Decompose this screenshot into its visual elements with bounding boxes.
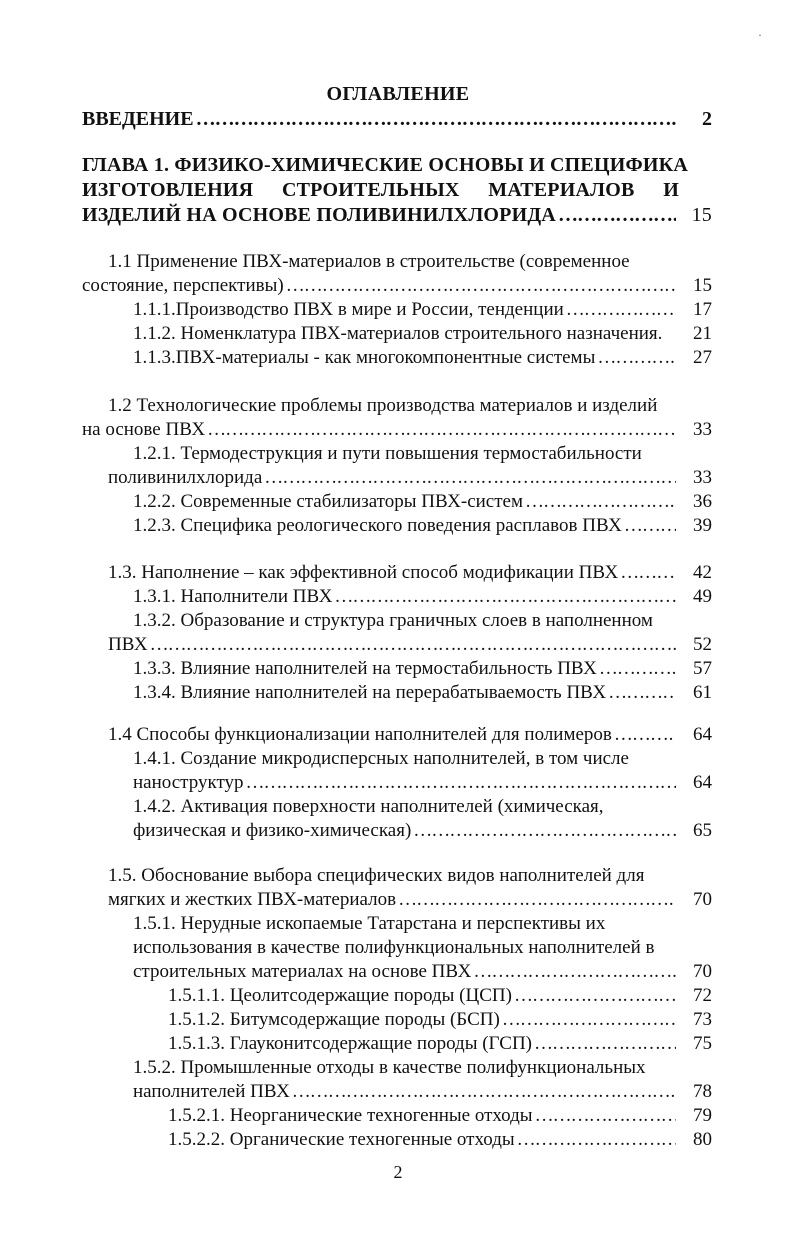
toc-page-number: 39 xyxy=(693,515,712,536)
toc-label: состояние, перспективы) xyxy=(82,275,284,296)
toc-page-number: 61 xyxy=(693,682,712,703)
toc-leader xyxy=(196,107,676,131)
toc-entry-1-4-2-line-1: 1.4.2. Активация поверхности наполнителей (химическая, xyxy=(133,796,604,817)
toc-label: 1.3.1. Наполнители ПВХ xyxy=(133,586,333,607)
toc-entry-1-4-1-line-1: 1.4.1. Создание микродисперсных наполнителей, в том числе xyxy=(133,748,629,769)
toc-label: ВВЕДЕНИЕ xyxy=(82,108,194,130)
toc-entry-1-1 xyxy=(82,274,712,298)
toc-label: 1.5.1.2. Битумсодержащие породы (БСП) xyxy=(168,1009,500,1030)
toc-label: поливинилхлорида xyxy=(108,467,263,488)
toc-entry-1-5-1-1 xyxy=(168,984,712,1008)
toc-entry-intro xyxy=(82,107,712,131)
toc-entry-1-3-4 xyxy=(133,681,712,705)
toc-entry-1-5-2 xyxy=(133,1080,712,1104)
toc-entry-1-3-2-line-1: 1.3.2. Образование и структура граничных слоев в наполненном xyxy=(133,610,653,631)
toc-label: 1.2.3. Специфика реологического поведения расплавов ПВХ xyxy=(133,515,622,536)
toc-entry-1-2-1 xyxy=(108,466,712,490)
chapter-title-line-1: ГЛАВА 1. ФИЗИКО-ХИМИЧЕСКИЕ ОСНОВЫ И СПЕЦИФИКА xyxy=(82,154,688,176)
toc-leader xyxy=(150,633,676,657)
toc-leader xyxy=(517,1128,676,1152)
toc-page-number: 73 xyxy=(693,1009,712,1030)
toc-label: строительных материалах на основе ПВХ xyxy=(133,961,472,982)
toc-leader xyxy=(413,819,676,843)
toc-entry-1-5-2-1 xyxy=(168,1104,712,1128)
toc-entry-1-3 xyxy=(108,561,712,585)
toc-label: физическая и физико-химическая) xyxy=(133,820,412,841)
toc-entry-1-5-line-1: 1.5. Обоснование выбора специфических видов наполнителей для xyxy=(108,865,645,886)
toc-leader xyxy=(614,723,676,747)
toc-entry-1-3-3 xyxy=(133,657,712,681)
toc-label: 1.1.2. Номенклатура ПВХ-материалов строительного назначения. xyxy=(133,323,663,344)
toc-entry-1-1-3 xyxy=(133,346,712,370)
toc-leader xyxy=(502,1008,676,1032)
toc-leader xyxy=(599,657,676,681)
page-title: ОГЛАВЛЕНИЕ xyxy=(326,83,470,105)
toc-entry-1-1-1 xyxy=(133,298,712,322)
toc-leader xyxy=(566,298,676,322)
toc-page-number: 52 xyxy=(693,634,712,655)
toc-label: 1.5.2.1. Неорганические техногенные отходы xyxy=(168,1105,533,1126)
toc-leader xyxy=(514,984,676,1008)
toc-page-number: 27 xyxy=(693,347,712,368)
chapter-word: ИЗГОТОВЛЕНИЯ xyxy=(82,179,254,201)
toc-page-number: 36 xyxy=(693,491,712,512)
toc-page-number: 72 xyxy=(693,985,712,1006)
toc-leader xyxy=(264,466,676,490)
toc-entry-1-2-line-1: 1.2 Технологические проблемы производства материалов и изделий xyxy=(108,395,658,416)
toc-leader xyxy=(525,490,676,514)
toc-entry-1-1-line-1: 1.1 Применение ПВХ-материалов в строительстве (современное xyxy=(108,251,630,272)
toc-entry-1-3-2 xyxy=(108,633,712,657)
toc-entry-1-2 xyxy=(82,418,712,442)
toc-entry-1-1-2 xyxy=(133,322,712,346)
toc-label: 1.1.3.ПВХ-материалы - как многокомпонентные системы xyxy=(133,347,596,368)
toc-label: 1.1.1.Производство ПВХ в мире и России, тенденции xyxy=(133,299,564,320)
toc-entry-1-4-1 xyxy=(133,771,712,795)
toc-leader xyxy=(286,274,676,298)
chapter-word: СТРОИТЕЛЬНЫХ xyxy=(282,179,460,201)
toc-page-number: 78 xyxy=(693,1081,712,1102)
scan-speck: · xyxy=(758,28,762,42)
toc-entry-1-4 xyxy=(108,723,712,747)
toc-page-number: 42 xyxy=(693,562,712,583)
toc-label: наноструктур xyxy=(133,772,244,793)
toc-leader xyxy=(535,1104,676,1128)
toc-page-number: 70 xyxy=(693,889,712,910)
toc-label: 1.2.2. Современные стабилизаторы ПВХ-систем xyxy=(133,491,523,512)
toc-label: наполнителей ПВХ xyxy=(133,1081,290,1102)
toc-page-number: 64 xyxy=(693,772,712,793)
toc-page-number: 2 xyxy=(702,108,712,130)
toc-entry-1-4-2 xyxy=(133,819,712,843)
toc-leader xyxy=(398,888,676,912)
toc-label: 1.5.2.2. Органические техногенные отходы xyxy=(168,1129,515,1150)
toc-entry-1-2-3 xyxy=(133,514,712,538)
toc-page-number: 49 xyxy=(693,586,712,607)
toc-label: 1.5.1.1. Цеолитсодержащие породы (ЦСП) xyxy=(168,985,512,1006)
toc-entry-1-5-1-2 xyxy=(168,1008,712,1032)
toc-entry-1-2-2 xyxy=(133,490,712,514)
toc-entry-1-5-1-line-1: 1.5.1. Нерудные ископаемые Татарстана и перспективы их xyxy=(133,913,606,934)
toc-entry-1-5-2-2 xyxy=(168,1128,712,1152)
toc-label: ПВХ xyxy=(108,634,148,655)
toc-leader xyxy=(558,203,676,227)
toc-page-number: 65 xyxy=(693,820,712,841)
toc-leader xyxy=(473,960,676,984)
toc-entry-chapter-1 xyxy=(82,203,712,227)
toc-entry-1-5 xyxy=(108,888,712,912)
toc-page-number: 79 xyxy=(693,1105,712,1126)
toc-label: 1.5.1.3. Глауконитсодержащие породы (ГСП) xyxy=(168,1033,533,1054)
toc-entry-1-2-1-line-1: 1.2.1. Термодеструкция и пути повышения термостабильности xyxy=(133,443,642,464)
toc-label: ИЗДЕЛИЙ НА ОСНОВЕ ПОЛИВИНИЛХЛОРИДА xyxy=(82,204,556,226)
toc-page-number: 17 xyxy=(693,299,712,320)
toc-page-number: 21 xyxy=(693,323,712,344)
toc-label: на основе ПВХ xyxy=(82,419,206,440)
toc-page-number: 15 xyxy=(693,275,712,296)
toc-page-number: 75 xyxy=(693,1033,712,1054)
toc-leader xyxy=(534,1032,676,1056)
toc-entry-1-5-1 xyxy=(133,960,712,984)
toc-page-number: 57 xyxy=(693,658,712,679)
chapter-word: И xyxy=(663,179,679,201)
toc-label: 1.4 Способы функционализации наполнителей для полимеров xyxy=(108,724,612,745)
page-number: 2 xyxy=(393,1162,403,1182)
chapter-title-line-2 xyxy=(82,178,679,202)
toc-entry-1-5-2-line-1: 1.5.2. Промышленные отходы в качестве полифункциональных xyxy=(133,1057,646,1078)
toc-leader xyxy=(608,681,676,705)
toc-leader xyxy=(620,561,676,585)
toc-leader xyxy=(624,514,676,538)
toc-label: 1.3. Наполнение – как эффективной способ модификации ПВХ xyxy=(108,562,619,583)
toc-page-number: 15 xyxy=(691,204,712,226)
toc-label: 1.3.3. Влияние наполнителей на термостабильность ПВХ xyxy=(133,658,597,679)
toc-leader xyxy=(207,418,676,442)
toc-entry-1-3-1 xyxy=(133,585,712,609)
toc-entry-1-5-1-3 xyxy=(168,1032,712,1056)
toc-page-number: 80 xyxy=(693,1129,712,1150)
toc-label: мягких и жестких ПВХ-материалов xyxy=(108,889,397,910)
toc-entry-1-5-1-line-2: использования в качестве полифункциональных наполнителей в xyxy=(133,937,655,958)
toc-page-number: 64 xyxy=(693,724,712,745)
chapter-word: МАТЕРИАЛОВ xyxy=(488,179,635,201)
toc-label: 1.3.4. Влияние наполнителей на перерабатываемость ПВХ xyxy=(133,682,607,703)
toc-page-number: 33 xyxy=(693,467,712,488)
toc-leader xyxy=(334,585,676,609)
toc-page-number: 33 xyxy=(693,419,712,440)
toc-page-number: 70 xyxy=(693,961,712,982)
toc-leader xyxy=(597,346,676,370)
toc-leader xyxy=(246,771,677,795)
toc-leader xyxy=(292,1080,676,1104)
